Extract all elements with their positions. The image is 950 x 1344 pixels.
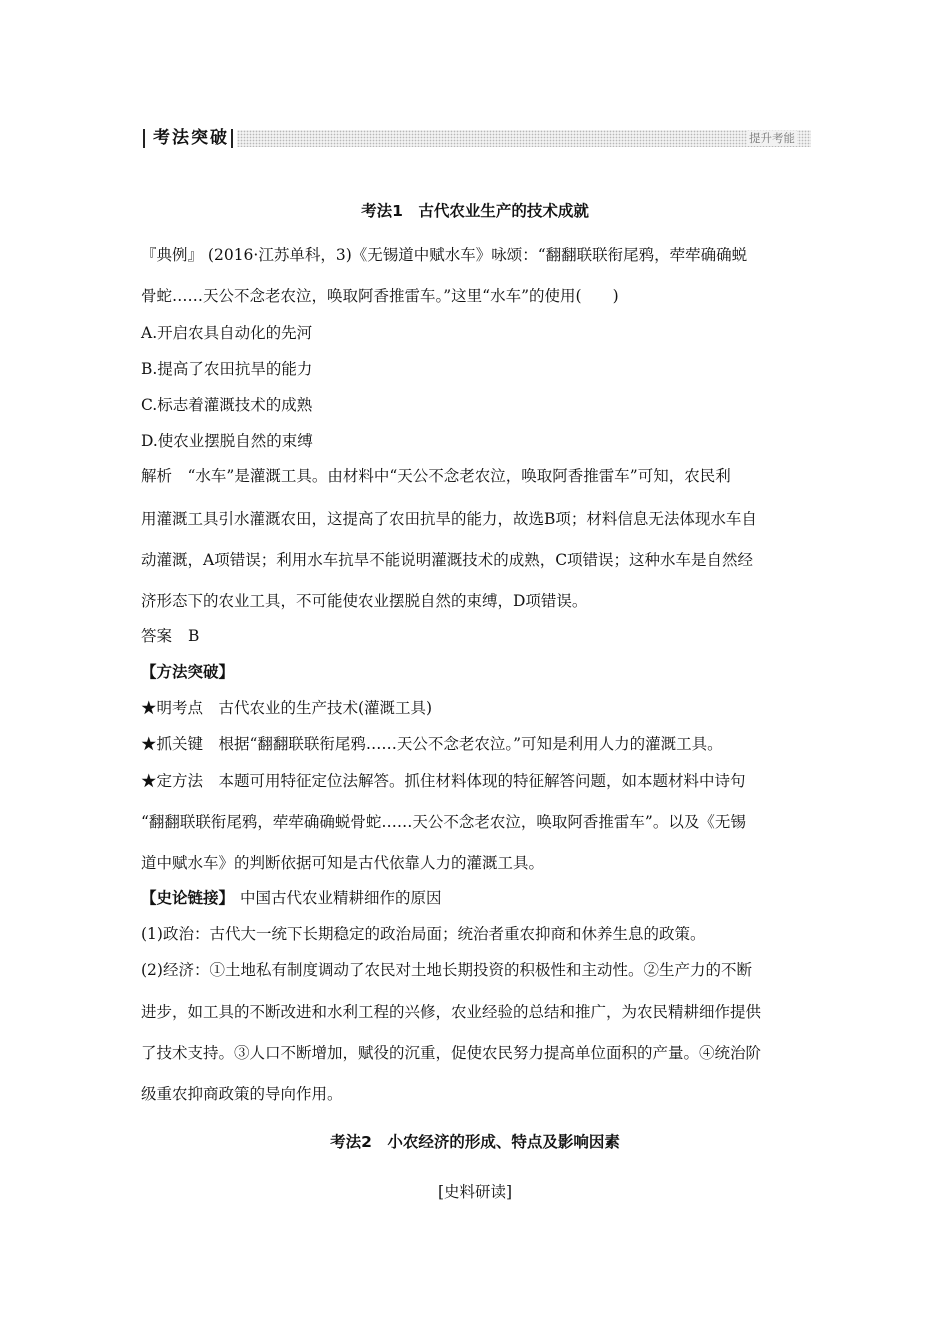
option-c: C.标志着灌溉技术的成熟: [141, 396, 313, 414]
method-item-3-line-3: 道中赋水车》的判断依据可知是古代依靠人力的灌溉工具。: [141, 854, 545, 872]
link-economy-line-1: (2)经济：①土地私有制度调动了农民对土地长期投资的积极性和主动性。②生产力的不断: [141, 961, 752, 979]
answer-line: [141, 626, 199, 646]
analysis-line-2: 用灌溉工具引水灌溉农田，这提高了农田抗旱的能力，故选B项；材料信息无法体现水车自: [141, 510, 757, 528]
method-item-3-line-2: “翻翻联联衔尾鸦，荦荦确确蜕骨蛇……天公不念老农泣，唤取阿香推雷车”。以及《无锡: [141, 813, 746, 831]
section2-title: 考法2 小农经济的形成、特点及影响因素: [330, 1133, 620, 1151]
header-right-bar: [231, 129, 233, 148]
header-dotted-pattern: [237, 130, 811, 147]
section-header-band: [141, 126, 811, 150]
link-economy-line-3: 了技术支持。③人口不断增加，赋役的沉重，促使农民努力提高单位面积的产量。④统治阶: [141, 1044, 762, 1062]
link-line: [141, 888, 442, 908]
link-title: 中国古代农业精耕细作的原因: [240, 889, 442, 907]
header-left-bar: [143, 129, 145, 148]
example-text-1: 『典例』 (2016·江苏单科，3)《无锡道中赋水车》咏颂：“翻翻联联衔尾鸦，荦荦确确蜕: [141, 246, 748, 264]
link-economy-line-2: 进步，如工具的不断改进和水利工程的兴修，农业经验的总结和推广，为农民精耕细作提供: [141, 1003, 762, 1021]
method-heading: 【方法突破】: [141, 663, 235, 681]
section2-subtitle: [史料研读]: [437, 1183, 513, 1201]
method-item-1: ★明考点 古代农业的生产技术(灌溉工具): [141, 699, 433, 717]
section1-title: 考法1 古代农业生产的技术成就: [361, 202, 589, 220]
option-b: B.提高了农田抗旱的能力: [141, 360, 313, 378]
answer-label: 答案: [141, 627, 173, 645]
link-heading: 【史论链接】: [141, 889, 235, 907]
option-a: A.开启农具自动化的先河: [141, 324, 313, 342]
example-line-2: 骨蛇……天公不念老农泣，唤取阿香推雷车。”这里“水车”的使用( ): [141, 287, 619, 305]
link-economy-line-4: 级重农抑商政策的导向作用。: [141, 1085, 343, 1103]
link-politics: (1)政治：古代大一统下长期稳定的政治局面；统治者重农抑商和休养生息的政策。: [141, 925, 706, 943]
method-item-2: ★抓关键 根据“翻翻联联衔尾鸦……天公不念老农泣。”可知是利用人力的灌溉工具。: [141, 735, 723, 753]
answer-value: B: [188, 627, 200, 645]
analysis-line-4: 济形态下的农业工具，不可能使农业摆脱自然的束缚，D项错误。: [141, 592, 588, 610]
header-tag: 提升考能: [749, 131, 795, 145]
analysis-line-1: 解析 “水车”是灌溉工具。由材料中“天公不念老农泣，唤取阿香推雷车”可知，农民利: [141, 467, 731, 485]
option-d: D.使农业摆脱自然的束缚: [141, 432, 313, 450]
header-title: 考法突破: [153, 128, 229, 148]
analysis-line-3: 动灌溉，A项错误；利用水车抗旱不能说明灌溉技术的成熟，C项错误；这种水车是自然经: [141, 551, 754, 569]
example-line-1: [141, 245, 811, 265]
method-item-3-line-1: ★定方法 本题可用特征定位法解答。抓住材料体现的特征解答问题，如本题材料中诗句: [141, 772, 746, 790]
